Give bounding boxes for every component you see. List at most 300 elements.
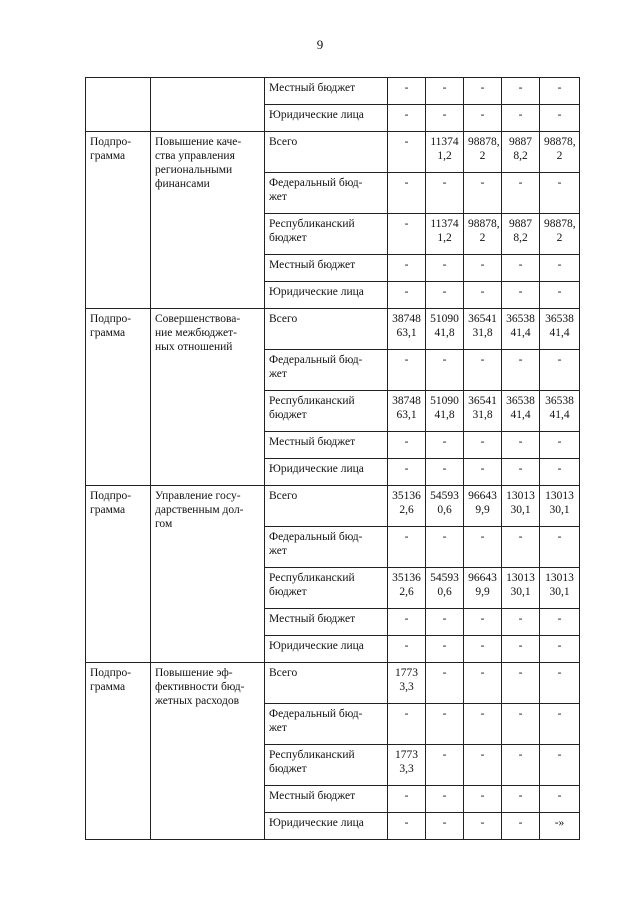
funding-source-cell (265, 527, 388, 568)
value-cell (388, 78, 426, 105)
funding-source-line: Юридические лица (269, 640, 364, 652)
funding-source-cell (265, 350, 388, 391)
section-type-line: грамма (90, 681, 126, 693)
value-line: - (442, 790, 447, 802)
section-name-line: Управление госу- (155, 490, 241, 502)
value-line: 30,1 (549, 586, 570, 598)
value-line: -» (554, 817, 565, 829)
value-cell (426, 173, 464, 214)
funding-source-cell (265, 663, 388, 704)
section-name-line: ных отношений (155, 341, 233, 353)
value-line: - (557, 463, 562, 475)
value-cell (426, 132, 464, 173)
value-cell (540, 350, 580, 391)
value-line: 2,6 (399, 586, 414, 598)
value-line: 2,6 (399, 504, 414, 516)
value-line: - (518, 613, 523, 625)
funding-source-line: Республиканский (269, 218, 355, 230)
funding-source-cell (265, 786, 388, 813)
section-name-line: Повышение каче- (155, 136, 242, 148)
value-line: 3,3 (399, 681, 414, 693)
value-cell (426, 486, 464, 527)
funding-source-line: бюджет (269, 232, 307, 244)
value-cell (388, 255, 426, 282)
value-line: 30,1 (510, 504, 531, 516)
value-cell (540, 282, 580, 309)
value-cell (464, 459, 502, 486)
value-line: - (480, 613, 485, 625)
value-line: 30,1 (510, 586, 531, 598)
value-line: - (442, 463, 447, 475)
value-line: 1,2 (437, 232, 452, 244)
value-line: 36538 (545, 313, 574, 325)
value-line: - (404, 109, 409, 121)
value-line: - (557, 749, 562, 761)
funding-source-cell (265, 78, 388, 105)
value-line: - (518, 667, 523, 679)
value-line: 35136 (392, 572, 421, 584)
value-cell (426, 309, 464, 350)
value-line: 41,8 (434, 327, 455, 339)
value-line: 63,1 (396, 409, 417, 421)
value-cell (426, 704, 464, 745)
section-name-cell (151, 132, 265, 309)
section-name-cell (151, 663, 265, 840)
funding-source-cell (265, 214, 388, 255)
value-cell (388, 432, 426, 459)
value-line: - (442, 817, 447, 829)
funding-source-line: Федеральный бюд- (269, 531, 363, 543)
value-cell (502, 78, 540, 105)
value-cell (388, 486, 426, 527)
value-line: - (480, 531, 485, 543)
value-line: - (442, 640, 447, 652)
funding-source-line: Всего (269, 313, 298, 325)
value-cell (388, 704, 426, 745)
funding-source-cell (265, 486, 388, 527)
value-line: - (518, 82, 523, 94)
table-row (86, 309, 580, 350)
funding-source-line: жет (269, 191, 287, 203)
value-cell (426, 459, 464, 486)
value-line: - (404, 531, 409, 543)
table-body (86, 78, 580, 840)
value-cell (388, 350, 426, 391)
value-cell (464, 745, 502, 786)
value-line: - (518, 531, 523, 543)
value-line: - (480, 667, 485, 679)
value-line: - (518, 463, 523, 475)
value-cell (502, 459, 540, 486)
value-cell (540, 105, 580, 132)
value-cell (464, 813, 502, 840)
value-line: 1773 (395, 749, 418, 761)
funding-source-cell (265, 459, 388, 486)
value-line: - (404, 286, 409, 298)
value-line: 41,4 (549, 409, 570, 421)
funding-source-line: Местный бюджет (269, 613, 356, 625)
value-line: 98878, (544, 218, 576, 230)
section-name-line: региональными (155, 164, 233, 176)
value-cell (502, 214, 540, 255)
funding-source-cell (265, 704, 388, 745)
funding-source-line: бюджет (269, 586, 307, 598)
value-line: - (557, 436, 562, 448)
value-cell (502, 432, 540, 459)
value-cell (540, 636, 580, 663)
value-line: 38748 (392, 395, 421, 407)
value-cell (502, 105, 540, 132)
value-line: - (480, 749, 485, 761)
value-line: - (404, 136, 409, 148)
funding-source-line: Республиканский (269, 749, 355, 761)
value-cell (388, 214, 426, 255)
funding-source-line: Местный бюджет (269, 82, 356, 94)
value-line: - (557, 790, 562, 802)
value-cell (502, 391, 540, 432)
funding-source-cell (265, 568, 388, 609)
funding-source-line: Местный бюджет (269, 259, 356, 271)
section-name-line: Совершенствова- (155, 313, 241, 325)
section-type-line: грамма (90, 504, 126, 516)
value-line: - (442, 613, 447, 625)
funding-source-cell (265, 105, 388, 132)
funding-source-line: Всего (269, 490, 298, 502)
value-line: 41,4 (510, 327, 531, 339)
value-cell (502, 636, 540, 663)
value-line: - (518, 790, 523, 802)
value-cell (540, 255, 580, 282)
value-line: 13013 (545, 572, 574, 584)
section-type-line: грамма (90, 327, 126, 339)
section-name-line: Повышение эф- (155, 667, 233, 679)
value-line: - (557, 531, 562, 543)
value-line: - (480, 463, 485, 475)
funding-source-line: Юридические лица (269, 817, 364, 829)
funding-source-cell (265, 391, 388, 432)
value-line: - (442, 354, 447, 366)
funding-source-line: Федеральный бюд- (269, 354, 363, 366)
section-name-line: ства управления (155, 150, 235, 162)
value-cell (540, 486, 580, 527)
value-line: 54593 (430, 572, 459, 584)
value-line: 11374 (430, 218, 459, 230)
value-line: 9,9 (475, 586, 490, 598)
value-line: - (518, 109, 523, 121)
value-cell (426, 391, 464, 432)
value-line: 36541 (468, 395, 497, 407)
value-cell (426, 813, 464, 840)
value-cell (388, 636, 426, 663)
value-cell (464, 432, 502, 459)
funding-source-cell (265, 813, 388, 840)
value-line: - (518, 749, 523, 761)
section-name-line: дарственным дол- (155, 504, 244, 516)
value-cell (540, 786, 580, 813)
value-cell (388, 813, 426, 840)
value-cell (426, 214, 464, 255)
value-cell (464, 663, 502, 704)
value-cell (540, 459, 580, 486)
section-type-line: Подпро- (90, 490, 132, 502)
funding-source-cell (265, 609, 388, 636)
value-cell (464, 568, 502, 609)
funding-source-line: бюджет (269, 763, 307, 775)
value-cell (502, 282, 540, 309)
value-cell (502, 255, 540, 282)
value-cell (464, 214, 502, 255)
value-cell (426, 527, 464, 568)
value-cell (502, 813, 540, 840)
value-line: 41,8 (434, 409, 455, 421)
value-line: - (557, 708, 562, 720)
value-cell (426, 282, 464, 309)
value-line: 36541 (468, 313, 497, 325)
value-line: 51090 (430, 313, 459, 325)
value-line: - (442, 177, 447, 189)
value-cell (426, 786, 464, 813)
value-cell (464, 609, 502, 636)
value-cell (426, 78, 464, 105)
funding-source-line: бюджет (269, 409, 307, 421)
value-cell (540, 527, 580, 568)
funding-source-line: Республиканский (269, 395, 355, 407)
value-line: - (480, 790, 485, 802)
table-row (86, 486, 580, 527)
value-line: - (404, 354, 409, 366)
value-cell (502, 745, 540, 786)
value-line: 0,6 (437, 586, 452, 598)
value-cell (502, 609, 540, 636)
value-cell (388, 282, 426, 309)
value-cell (540, 391, 580, 432)
value-line: 63,1 (396, 327, 417, 339)
funding-source-line: Всего (269, 136, 298, 148)
value-cell (502, 527, 540, 568)
value-line: - (404, 463, 409, 475)
value-line: - (404, 613, 409, 625)
value-cell (540, 309, 580, 350)
value-line: - (404, 708, 409, 720)
value-line: - (404, 640, 409, 652)
value-cell (540, 132, 580, 173)
funding-source-cell (265, 282, 388, 309)
value-cell (388, 132, 426, 173)
value-cell (464, 105, 502, 132)
value-line: - (404, 177, 409, 189)
section-type-cell (86, 309, 151, 486)
section-name-cell (151, 78, 265, 132)
value-cell (388, 786, 426, 813)
funding-source-line: Юридические лица (269, 109, 364, 121)
value-line: - (442, 82, 447, 94)
section-type-cell (86, 132, 151, 309)
value-cell (426, 745, 464, 786)
value-cell (502, 350, 540, 391)
value-line: - (557, 109, 562, 121)
value-cell (540, 704, 580, 745)
value-cell (464, 636, 502, 663)
section-name-cell (151, 486, 265, 663)
funding-source-cell (265, 309, 388, 350)
value-cell (464, 391, 502, 432)
value-line: 98878, (468, 136, 500, 148)
value-line: - (442, 436, 447, 448)
value-line: - (442, 708, 447, 720)
funding-source-cell (265, 636, 388, 663)
value-line: - (404, 218, 409, 230)
value-cell (464, 704, 502, 745)
value-line: - (557, 354, 562, 366)
value-line: - (557, 82, 562, 94)
value-cell (464, 255, 502, 282)
value-line: 2 (556, 150, 563, 162)
value-line: 2 (556, 232, 563, 244)
value-line: 38748 (392, 313, 421, 325)
value-line: - (442, 749, 447, 761)
section-type-line: Подпро- (90, 313, 132, 325)
value-line: - (557, 177, 562, 189)
value-cell (426, 432, 464, 459)
value-line: 3,3 (399, 763, 414, 775)
table-row (86, 132, 580, 173)
value-cell (540, 663, 580, 704)
value-line: - (480, 109, 485, 121)
value-cell (464, 282, 502, 309)
value-cell (388, 609, 426, 636)
value-cell (540, 568, 580, 609)
section-type-line: грамма (90, 150, 126, 162)
value-cell (540, 609, 580, 636)
value-line: 8,2 (513, 232, 528, 244)
value-cell (426, 568, 464, 609)
section-name-line: гом (155, 518, 173, 530)
value-line: 8,2 (513, 150, 528, 162)
value-line: - (442, 667, 447, 679)
value-cell (388, 391, 426, 432)
funding-source-line: Местный бюджет (269, 790, 356, 802)
section-name-cell (151, 309, 265, 486)
value-line: - (404, 790, 409, 802)
value-cell (426, 636, 464, 663)
funding-source-cell (265, 255, 388, 282)
value-line: - (518, 436, 523, 448)
section-type-cell (86, 78, 151, 132)
value-line: 36538 (545, 395, 574, 407)
value-line: - (518, 259, 523, 271)
section-type-cell (86, 486, 151, 663)
value-cell (502, 704, 540, 745)
value-line: 30,1 (549, 504, 570, 516)
value-line: - (480, 436, 485, 448)
value-cell (464, 786, 502, 813)
value-line: - (557, 667, 562, 679)
value-line: 0,6 (437, 504, 452, 516)
value-line: - (557, 613, 562, 625)
section-name-line: жетных расходов (155, 695, 239, 707)
value-cell (388, 173, 426, 214)
value-line: - (480, 286, 485, 298)
value-cell (540, 745, 580, 786)
value-cell (388, 745, 426, 786)
value-line: - (404, 436, 409, 448)
value-line: 1,2 (437, 150, 452, 162)
value-line: 36538 (506, 313, 535, 325)
funding-source-line: жет (269, 545, 287, 557)
value-line: 35136 (392, 490, 421, 502)
section-name-line: финансами (155, 178, 210, 190)
funding-source-cell (265, 432, 388, 459)
value-cell (464, 527, 502, 568)
value-line: 1773 (395, 667, 418, 679)
value-line: - (442, 286, 447, 298)
value-line: - (480, 259, 485, 271)
value-cell (502, 309, 540, 350)
value-cell (540, 214, 580, 255)
value-line: - (442, 109, 447, 121)
value-cell (426, 350, 464, 391)
value-line: 96643 (468, 572, 497, 584)
value-cell (502, 568, 540, 609)
value-line: - (404, 82, 409, 94)
value-line: - (480, 354, 485, 366)
value-line: 9,9 (475, 504, 490, 516)
funding-source-line: Всего (269, 667, 298, 679)
value-line: 98878, (468, 218, 500, 230)
value-line: 2 (479, 232, 486, 244)
value-cell (388, 663, 426, 704)
value-cell (388, 459, 426, 486)
funding-source-line: Республиканский (269, 572, 355, 584)
value-cell (464, 173, 502, 214)
value-line: 98878, (544, 136, 576, 148)
value-line: 11374 (430, 136, 459, 148)
value-cell (540, 432, 580, 459)
value-cell (464, 309, 502, 350)
section-name-line: фективности бюд- (155, 681, 245, 693)
value-line: - (480, 817, 485, 829)
value-cell (464, 132, 502, 173)
value-line: 54593 (430, 490, 459, 502)
value-cell (426, 663, 464, 704)
value-line: - (442, 259, 447, 271)
funding-source-cell (265, 173, 388, 214)
value-cell (426, 609, 464, 636)
value-line: - (480, 640, 485, 652)
value-line: 2 (479, 150, 486, 162)
funding-source-line: Юридические лица (269, 286, 364, 298)
value-cell (502, 663, 540, 704)
value-line: - (557, 286, 562, 298)
funding-source-cell (265, 132, 388, 173)
value-line: - (480, 82, 485, 94)
value-line: - (404, 817, 409, 829)
value-line: - (404, 259, 409, 271)
table-row (86, 78, 580, 105)
funding-source-line: Федеральный бюд- (269, 708, 363, 720)
value-line: 51090 (430, 395, 459, 407)
section-type-cell (86, 663, 151, 840)
value-cell (464, 78, 502, 105)
value-cell (426, 105, 464, 132)
value-line: 41,4 (510, 409, 531, 421)
value-cell (388, 105, 426, 132)
value-line: - (480, 177, 485, 189)
value-cell (464, 486, 502, 527)
value-cell (388, 527, 426, 568)
value-line: - (480, 708, 485, 720)
funding-source-line: жет (269, 368, 287, 380)
